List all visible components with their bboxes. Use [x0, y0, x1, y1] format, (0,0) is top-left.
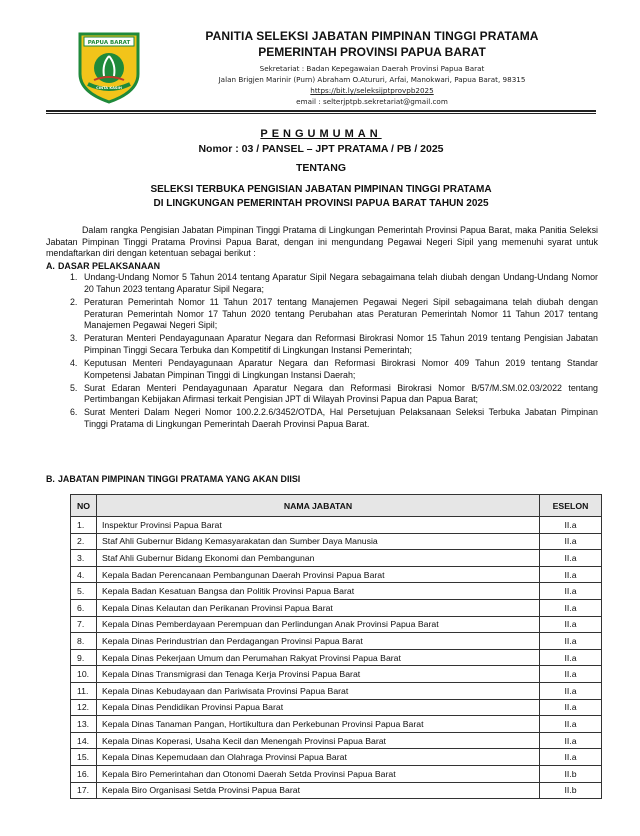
announcement-number: Nomor : 03 / PANSEL – JPT PRATAMA / PB / 2025	[198, 143, 444, 155]
section-a-letter: A.	[46, 260, 55, 271]
section-a-title: DASAR PELAKSANAAN	[58, 260, 161, 271]
table-row: 2. Staf Ahli Gubernur Bidang Kemasyarakatan dan Sumber Daya Manusia II.a	[71, 533, 602, 550]
list-item: 3. Peraturan Menteri Pendayagunaan Aparatur Negara dan Reformasi Birokrasi Nomor 15 Tahun 2019 tentang Pengisian Jabatan Pimpinan Tinggi Secara Terbuka dan Kompetitif di Lingkungan Instansi Pemerintah;	[70, 333, 598, 355]
announcement-body	[46, 225, 598, 432]
list-item: 4. Keputusan Menteri Pendayagunaan Aparatur Negara dan Reformasi Birokrasi Nomor 409 Tahun 2019 tentang Standar Kompetensi Jabatan Pimpinan Tinggi di Lingkungan Instansi Daerah;	[70, 358, 598, 380]
papua-barat-emblem-icon	[76, 28, 142, 104]
announcement-title: PENGUMUMAN	[260, 128, 382, 140]
column-header-eselon: ESELON	[540, 495, 602, 517]
letterhead-url-link[interactable]: https://bit.ly/seleksijptprovpb2025	[310, 86, 434, 95]
intro-paragraph: Dalam rangka Pengisian Jabatan Pimpinan Tinggi Pratama di Lingkungan Pemerintah Provinsi Papua Barat, maka Panitia Seleksi Jabatan Pimpinan Tinggi Pratama Provinsi Papua Barat, dengan ini mengundang Pegawai Negeri Sipil yang memenuhi syarat untuk mendaftarkan diri dengan ketentuan sebagai berikut :	[46, 225, 598, 259]
table-row: 3. Staf Ahli Gubernur Bidang Ekonomi dan Pembangunan II.a	[71, 550, 602, 567]
legal-basis-list	[70, 272, 598, 430]
table-row: 8. Kepala Dinas Perindustrian dan Perdagangan Provinsi Papua Barat II.a	[71, 633, 602, 650]
table-row: 14. Kepala Dinas Koperasi, Usaha Kecil dan Menengah Provinsi Papua Barat II.a	[71, 732, 602, 749]
table-row: 9. Kepala Dinas Pekerjaan Umum dan Perumahan Rakyat Provinsi Papua Barat II.a	[71, 649, 602, 666]
logo-motto: CINTA KASIH	[96, 86, 122, 90]
column-header-no: NO	[71, 495, 97, 517]
list-item: 5. Surat Edaran Menteri Pendayagunaan Aparatur Negara dan Reformasi Birokrasi Nomor B/57/M.SM.02.03/2022 tentang Pertimbangan Kebijakan Afirmasi terkait Pengisian JPT di Wilayah Provinsi Papua dan Papua Barat;	[70, 382, 598, 405]
table-row: 11. Kepala Dinas Kebudayaan dan Pariwisata Provinsi Papua Barat II.a	[71, 682, 602, 699]
list-item: 1. Undang-Undang Nomor 5 Tahun 2014 tentang Aparatur Sipil Negara sebagaimana telah diubah dengan Undang-Undang Nomor 20 Tahun 2023 tentang Aparatur Sipil Negara;	[70, 272, 598, 294]
table-row: 10. Kepala Dinas Transmigrasi dan Tenaga Kerja Provinsi Papua Barat II.a	[71, 666, 602, 683]
table-row: 4. Kepala Badan Perencanaan Pembangunan Daerah Provinsi Papua Barat II.a	[71, 566, 602, 583]
section-a-heading	[46, 261, 598, 273]
section-b-title: JABATAN PIMPINAN TINGGI PRATAMA YANG AKAN DIISI	[58, 474, 301, 484]
letterhead-line1: PANITIA SELEKSI JABATAN PIMPINAN TINGGI PRATAMA	[205, 29, 539, 43]
letterhead-secretariat: Sekretariat : Badan Kepegawaian Daerah Provinsi Papua Barat	[259, 64, 485, 73]
table-row: 5. Kepala Badan Kesatuan Bangsa dan Politik Provinsi Papua Barat II.a	[71, 583, 602, 600]
letterhead-email: email : selterjptpb.sekretariat@gmail.com	[296, 97, 448, 106]
announcement-about: TENTANG	[296, 162, 346, 174]
table-row: 12. Kepala Dinas Pendidikan Provinsi Papua Barat II.a	[71, 699, 602, 716]
table-row: 1. Inspektur Provinsi Papua Barat II.a	[71, 517, 602, 534]
column-header-name: NAMA JABATAN	[97, 495, 540, 517]
letterhead	[152, 28, 592, 107]
letterhead-divider-thin	[46, 113, 596, 114]
table-header-row	[71, 495, 602, 517]
section-b-heading	[46, 474, 300, 484]
table-row: 15. Kepala Dinas Kepemudaan dan Olahraga Provinsi Papua Barat II.a	[71, 749, 602, 766]
table-row: 16. Kepala Biro Pemerintahan dan Otonomi Daerah Setda Provinsi Papua Barat II.b	[71, 765, 602, 782]
announcement-subject-line2: DI LINGKUNGAN PEMERINTAH PROVINSI PAPUA BARAT TAHUN 2025	[153, 198, 489, 209]
letterhead-divider	[46, 110, 596, 112]
table-row: 13. Kepala Dinas Tanaman Pangan, Hortikultura dan Perkebunan Provinsi Papua Barat II.a	[71, 716, 602, 733]
list-item: 6. Surat Menteri Dalam Negeri Nomor 100.2.2.6/3452/OTDA, Hal Persetujuan Pelaksanaan Seleksi Terbuka Jabatan Pimpinan Tinggi Pratama di Lingkungan Pemerintah Daerah Provinsi Papua Barat.	[70, 407, 598, 429]
table-row: 7. Kepala Dinas Pemberdayaan Perempuan dan Perlindungan Anak Provinsi Papua Barat II.a	[71, 616, 602, 633]
announcement-subject-line1: SELEKSI TERBUKA PENGISIAN JABATAN PIMPINAN TINGGI PRATAMA	[150, 184, 492, 195]
table-row: 17. Kepala Biro Organisasi Setda Provinsi Papua Barat II.b	[71, 782, 602, 799]
logo-text: PAPUA BARAT	[87, 40, 131, 46]
letterhead-address: Jalan Brigjen Marinir (Purn) Abraham O.Atururi, Arfai, Manokwari, Papua Barat, 98315	[218, 75, 526, 84]
section-b-letter: B.	[46, 474, 55, 484]
letterhead-line2: PEMERINTAH PROVINSI PAPUA BARAT	[258, 45, 486, 59]
table-row: 6. Kepala Dinas Kelautan dan Perikanan Provinsi Papua Barat II.a	[71, 599, 602, 616]
list-item: 2. Peraturan Pemerintah Nomor 11 Tahun 2017 tentang Manajemen Pegawai Negeri Sipil sebagaimana telah diubah dengan Peraturan Pemerintah Nomor 17 Tahun 2020 tentang Perubahan atas Peraturan Pemerintah Nomor 11 Tahun 2017 tentang Manajemen Pegawai Negeri Sipil;	[70, 297, 598, 331]
positions-table	[70, 494, 602, 799]
announcement-heading	[46, 127, 596, 211]
